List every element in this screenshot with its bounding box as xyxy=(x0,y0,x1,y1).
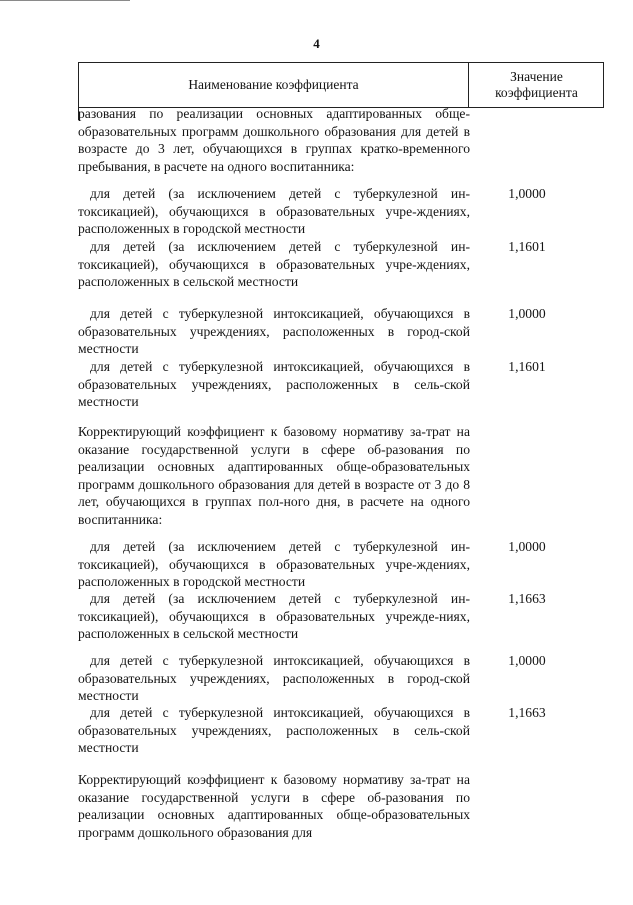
row-a2-value: 1,1601 xyxy=(508,239,546,254)
row-b3-text: для детей с туберкулезной интоксикацией, обучающихся в образовательных учреждениях, расположенных в город-ской местности xyxy=(78,653,470,704)
continuation-text: разования по реализации основных адаптированных обще-образовательных программ дошкольного образования для детей в возрасте до 3 лет, обучающихся в группах кратко-временного пребывания, в расчете на одного воспитанника: xyxy=(78,106,470,174)
row-a3-value: 1,0000 xyxy=(508,306,546,321)
row-a1-value: 1,0000 xyxy=(508,186,546,201)
section2-heading: Корректирующий коэффициент к базовому нормативу за-трат на оказание государственной услуги в сфере об-разования по реализации основных адаптированных обще-образовательных программ дошкольного образования для детей в возрасте от 3 до 8 лет, обучающихся в группах пол-ного дня, в расчете на одного воспитанника: xyxy=(78,424,470,527)
column-header-value-text: Значение коэффициента xyxy=(495,69,578,100)
column-header-name: Наименование коэффициента xyxy=(188,77,359,92)
row-a4-text: для детей с туберкулезной интоксикацией, обучающихся в образовательных учреждениях, расположенных в сель-ской местности xyxy=(78,359,470,410)
row-b1-text: для детей (за исключением детей с туберкулезной ин-токсикацией), обучающихся в образовательных учре-ждениях, расположенных в городской местности xyxy=(78,539,470,590)
scan-edge-line xyxy=(0,0,130,1)
row-a1-text: для детей (за исключением детей с туберкулезной ин-токсикацией), обучающихся в образовательных учре-ждениях, расположенных в городской местности xyxy=(78,186,470,237)
table-header xyxy=(78,62,604,108)
row-b4-value: 1,1663 xyxy=(508,705,546,720)
page-number: 4 xyxy=(313,36,320,51)
section3-heading: Корректирующий коэффициент к базовому нормативу за-трат на оказание государственной услуги в сфере об-разования по реализации основных адаптированных обще-образовательных программ дошкольного образования для xyxy=(78,772,470,840)
row-a4-value: 1,1601 xyxy=(508,359,546,374)
row-b1-value: 1,0000 xyxy=(508,539,546,554)
row-a3-text: для детей с туберкулезной интоксикацией, обучающихся в образовательных учреждениях, расположенных в город-ской местности xyxy=(78,306,470,357)
row-a2-text: для детей (за исключением детей с туберкулезной ин-токсикацией), обучающихся в образовательных учре-ждениях, расположенных в сельской местности xyxy=(78,239,470,290)
row-b3-value: 1,0000 xyxy=(508,653,546,668)
row-b4-text: для детей с туберкулезной интоксикацией, обучающихся в образовательных учреждениях, расположенных в сель-ской местности xyxy=(78,705,470,756)
row-b2-value: 1,1663 xyxy=(508,591,546,606)
column-header-value xyxy=(468,63,604,107)
row-b2-text: для детей (за исключением детей с туберкулезной ин-токсикацией), обучающихся в образовательных учрежде-ниях, расположенных в сельской местности xyxy=(78,591,470,642)
